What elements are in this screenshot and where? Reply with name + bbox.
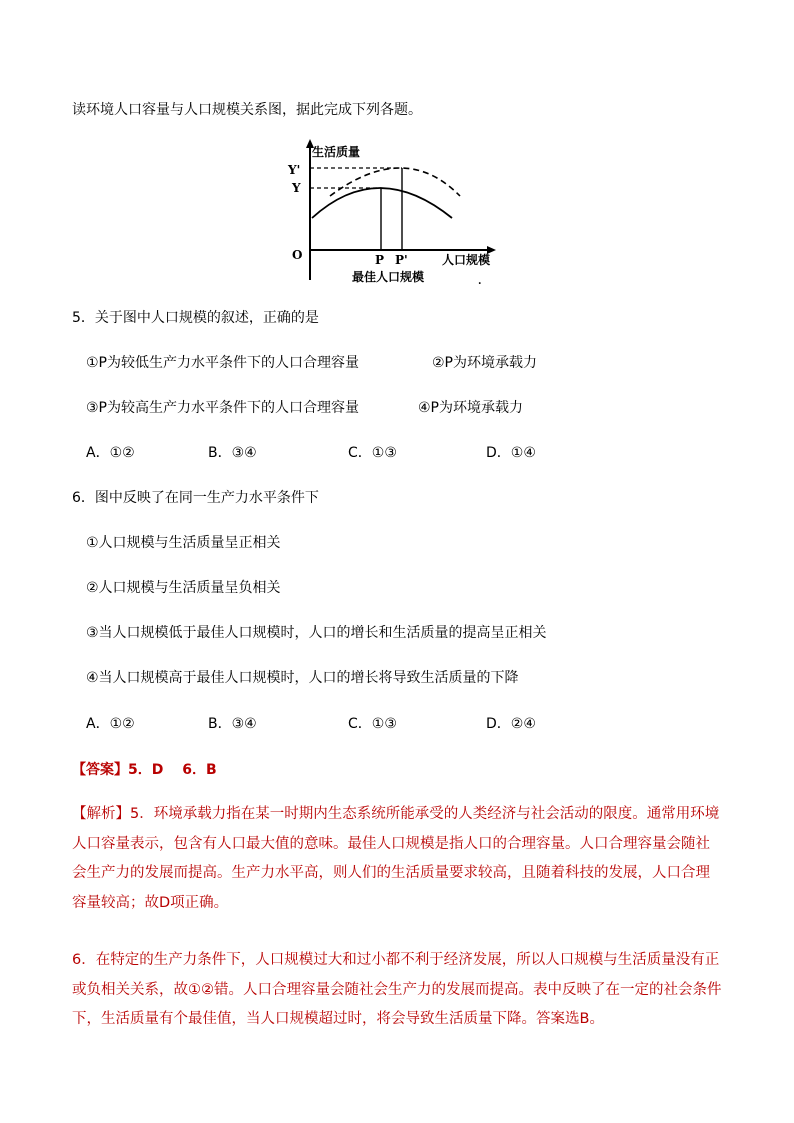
answer-line: [72, 760, 217, 780]
analysis-p1: 5．环境承载力指在某一时期内生态系统所能承受的人类经济与社会活动的限度。通常用环境人口容量表示，包含有人口最大值的意味。最佳人口规模是指人口的合理容量。人口合理容量会随社会生产力的发展而提高。生产力水平高，则人们的生活质量要求较高，且随着科技的发展，人口合理容量较高；故D项正确。: [72, 806, 720, 911]
analysis-label: 【解析】: [72, 806, 130, 822]
q5-choice-c: C．①③: [348, 445, 397, 461]
y-mark: Y: [292, 181, 301, 195]
p-prime-mark: P': [395, 253, 408, 267]
x-axis-label: 人口规模: [442, 253, 491, 267]
q5-item-1: ①P为较低生产力水平条件下的人口合理容量: [86, 355, 359, 371]
dot-mark: .: [478, 276, 482, 287]
y-prime-mark: Y': [288, 163, 301, 177]
q5-item-2: ②P为环境承载力: [432, 355, 537, 371]
q6-choice-d: D．②④: [486, 716, 536, 732]
q6-item-4: ④当人口规模高于最佳人口规模时，人口的增长将导致生活质量的下降: [86, 670, 519, 686]
q6-item-3: ③当人口规模低于最佳人口规模时，人口的增长和生活质量的提高呈正相关: [86, 625, 547, 641]
q6-stem: 6．图中反映了在同一生产力水平条件下: [72, 490, 319, 506]
dashed-curve: [330, 168, 460, 196]
answer-label: 【答案】: [72, 762, 128, 778]
q5-stem: 5．关于图中人口规模的叙述，正确的是: [72, 310, 319, 326]
q6-item-1: ①人口规模与生活质量呈正相关: [86, 535, 281, 551]
origin-mark: O: [292, 248, 303, 262]
q6-choice-b: B．③④: [208, 716, 257, 732]
q5-choice-d: D．①④: [486, 445, 536, 461]
q6-choice-a: A．①②: [86, 716, 135, 732]
population-quality-figure: [280, 138, 520, 288]
analysis-paragraph-2: [72, 946, 724, 1035]
q5-item-4: ④P为环境承载力: [418, 400, 523, 416]
answer-text: 5．D 6．B: [128, 762, 217, 778]
q5-choice-b: B．③④: [208, 445, 257, 461]
solid-curve: [312, 188, 452, 218]
analysis-p2: 6．在特定的生产力条件下，人口规模过大和过小都不利于经济发展，所以人口规模与生活质量没有正或负相关关系，故①②错。人口合理容量会随社会生产力的发展而提高。表中反映了在一定的社会条件下，生活质量有个最佳值，当人口规模超过时，将会导致生活质量下降。答案选B。: [72, 952, 722, 1027]
analysis-paragraph-1: [72, 800, 724, 918]
q5-choice-a: A．①②: [86, 445, 135, 461]
intro-text: 读环境人口容量与人口规模关系图，据此完成下列各题。: [72, 102, 422, 118]
y-axis-label: 生活质量: [312, 145, 361, 159]
q6-choice-c: C．①③: [348, 716, 397, 732]
p-mark: P: [375, 253, 385, 267]
q6-item-2: ②人口规模与生活质量呈负相关: [86, 580, 281, 596]
q5-item-3: ③P为较高生产力水平条件下的人口合理容量: [86, 400, 359, 416]
figure-caption: 最佳人口规模: [352, 270, 425, 284]
